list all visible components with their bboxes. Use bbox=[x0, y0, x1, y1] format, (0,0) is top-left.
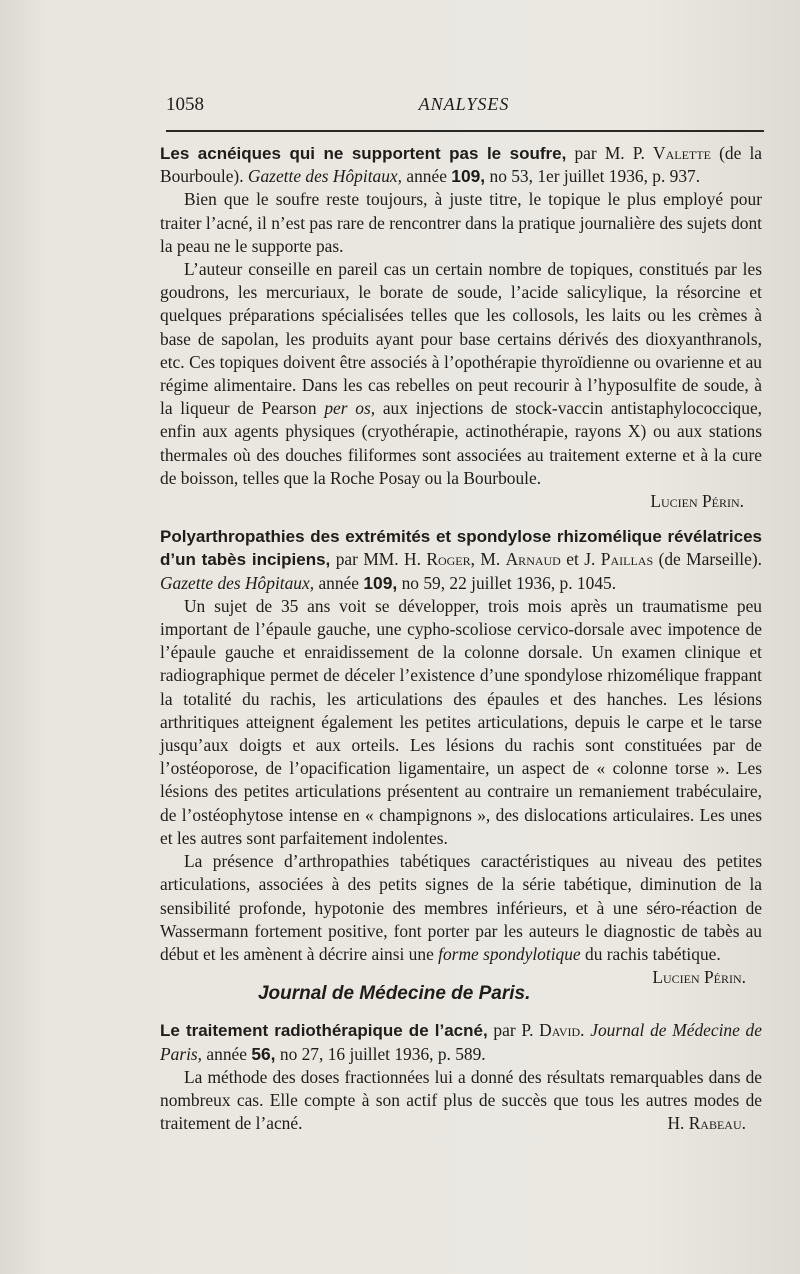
article-1-paragraph-2 bbox=[160, 258, 762, 490]
article-3-title: Le traitement radiothérapique de l’acné, bbox=[160, 1021, 488, 1041]
article-1-by: par M. P. bbox=[574, 143, 645, 163]
article-3-paragraph-1 bbox=[160, 1066, 762, 1136]
article-2-heading bbox=[160, 525, 762, 595]
section-title: Journal de Médecine de Paris. bbox=[257, 983, 531, 1005]
article-3-by: par P. bbox=[493, 1020, 534, 1041]
article-1-heading bbox=[160, 142, 762, 188]
article-3-author: David. bbox=[539, 1020, 585, 1041]
article-3-journal: Journal de Médecine de Paris, bbox=[160, 1020, 762, 1064]
page-header bbox=[166, 94, 762, 124]
spacer bbox=[160, 513, 762, 525]
article-2-paragraph-2 bbox=[160, 850, 762, 988]
article-2-issue: no 59, 22 juillet 1936, p. 1045. bbox=[401, 572, 617, 593]
article-3-volume: 56, bbox=[251, 1043, 276, 1064]
article-2-annee: année bbox=[318, 572, 359, 593]
page-number: 1058 bbox=[166, 94, 204, 115]
article-2-signature: Lucien Périn. bbox=[652, 967, 746, 988]
article-2-paragraph-2-end: du rachis tabétique. bbox=[585, 943, 721, 964]
page-body bbox=[160, 142, 762, 1135]
article-2-title: Polyarthropathies des extrémités et spondylose rhizomélique révélatrices d’un tabès incipiens, bbox=[160, 527, 762, 570]
article-1-issue: no 53, 1er juillet 1936, p. 937. bbox=[489, 166, 701, 187]
article-2-forme-spondylotique: forme spondylotique bbox=[438, 943, 581, 964]
article-3-annee: année bbox=[206, 1043, 247, 1064]
article-2-by: par MM. H. bbox=[335, 549, 421, 570]
article-1-signature: Lucien Périn. bbox=[650, 491, 744, 512]
article-2-by-2: M. bbox=[480, 549, 501, 570]
article-2-volume: 109, bbox=[363, 572, 398, 593]
article-1-paragraph-2-b: aux injections de stock-vaccin antistaphylococcique, enfin aux agents physiques (cryothérapie, actinothérapie, rayons X) ou aux stations thermales où des douches filiformes sont associées au traitement externe et à la cure de boisson, telles que la Roche Posay ou la Bourboule. bbox=[160, 398, 763, 488]
article-2-author-2: Arnaud bbox=[505, 549, 561, 570]
article-3-paragraph-1-text: La méthode des doses fractionnées lui a donné des résultats remarquables dans de nombreux cas. Elle compte à son actif plus de succès que tous les autres modes de traitement de l’acné. bbox=[160, 1066, 762, 1134]
article-1-author: Valette bbox=[653, 143, 711, 163]
article-3-heading bbox=[160, 1019, 762, 1065]
article-2-journal: Gazette des Hôpitaux, bbox=[160, 572, 315, 593]
article-1-paragraph-1: Bien que le soufre reste toujours, à juste titre, le topique le plus employé pour traiter l’acné, il n’est pas rare de rencontrer dans la pratique journalière des sujets dont la peau ne le supporte pas. bbox=[160, 189, 762, 256]
article-2-by-3: et J. bbox=[566, 549, 596, 570]
article-2-affil: (de Marseille). bbox=[658, 549, 762, 570]
article-1-annee: année bbox=[406, 166, 447, 187]
article-1-title: Les acnéiques qui ne supportent pas le soufre, bbox=[160, 144, 567, 163]
article-3-signature: H. Rabeau. bbox=[667, 1113, 746, 1134]
article-1-journal: Gazette des Hôpitaux, bbox=[247, 166, 402, 187]
header-rule bbox=[166, 130, 764, 132]
article-2-paragraph-2-text: La présence d’arthropathies tabétiques caractéristiques au niveau des petites articulations, associées à des petits signes de la série tabétique, diminution de la sensibilité profonde, hypotonie des membres inférieurs, et à une séro-réaction de Wassermann fortement positive, font porter par les auteurs le diagnostic de tabès au début et les amènent à décrire ainsi une bbox=[160, 851, 762, 964]
article-2-paragraph-1: Un sujet de 35 ans voit se développer, trois mois après un traumatisme peu important de l’épaule gauche, une cypho-scoliose cervico-dorsale avec impotence de l’épaule gauche et enraidissement de la colonne dorsale. Un examen clinique et radiographique permet de déceler l’existence d’une spondylose rhizomélique frappant la totalité du rachis, les articulations des épaules et des hanches. Les lésions arthritiques atteignent également les petites articulations, depuis le carpe et le tarse jusqu’aux doigts et aux orteils. Les lésions du rachis sont constituées par de l’ostéoporose, de l’opacification ligamentaire, un aspect de « colonne torse ». Les lésions des petites articulations présentent au contraire un remaniement trabéculaire, de l’ostéophytose intense en « champignons », des dislocations articulaires. Les unes et les autres sont parfaitement indolentes. bbox=[160, 595, 762, 848]
article-1-volume: 109, bbox=[451, 166, 486, 187]
running-title: ANALYSES bbox=[418, 94, 510, 114]
article-1-per-os: per os, bbox=[324, 398, 376, 419]
article-2-author-1: Roger, bbox=[426, 549, 475, 570]
article-1-affil: (de la Bourboule). bbox=[160, 143, 762, 187]
article-2-author-3: Paillas bbox=[600, 549, 654, 570]
article-1-paragraph-2-a: L’auteur conseille en pareil cas un certain nombre de topiques, constitués par les goudrons, les mercuriaux, le borate de soude, l’acide salicylique, la résorcine et quelques préparations spécialisées telles que les collosols, les laits ou les crèmes à base de sapolan, les produits ayant pour base certains dérivés des dioxyanthranols, etc. Ces topiques doivent être associés à l’opothérapie thyroïdienne ou ovarienne et au régime alimentaire. Dans les cas rebelles on peut recourir à l’hyposulfite de soude, à la liqueur de Pearson bbox=[160, 259, 762, 419]
article-3-issue: no 27, 16 juillet 1936, p. 589. bbox=[279, 1043, 486, 1064]
